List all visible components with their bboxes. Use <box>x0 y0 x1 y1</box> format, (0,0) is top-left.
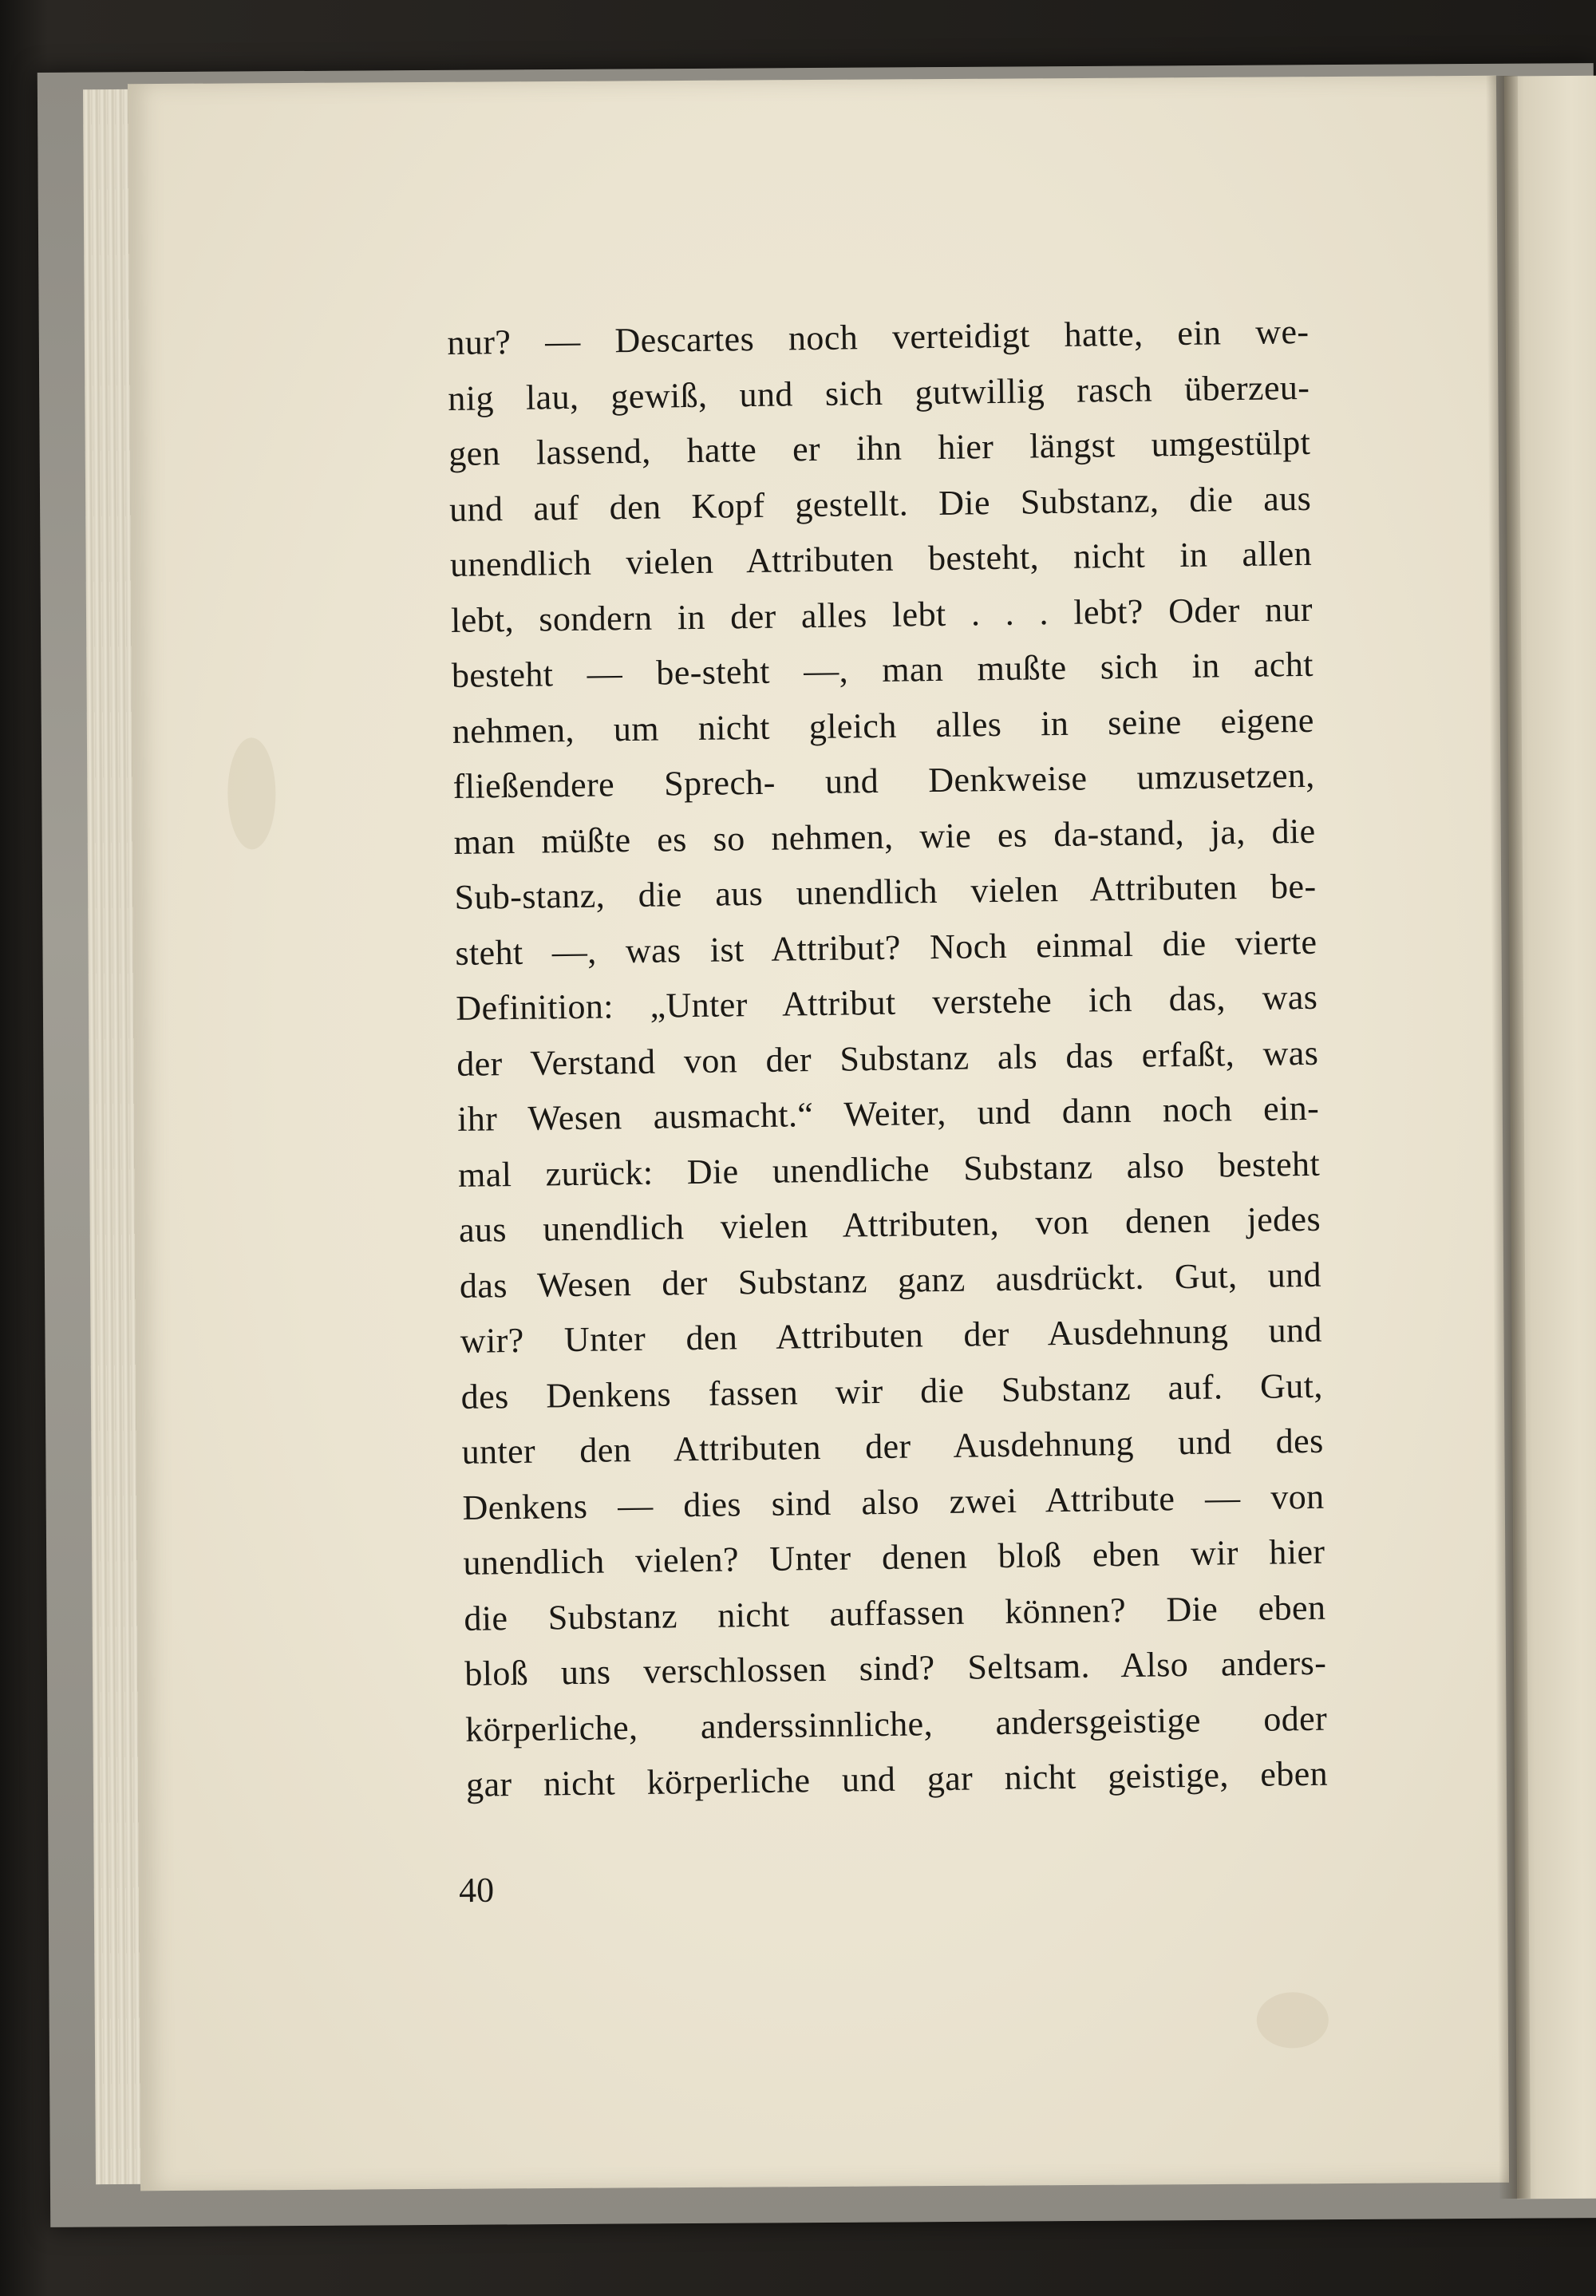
text-line: lebt, sondern in der alles lebt . . . lebt? Oder nur <box>450 589 1314 640</box>
text-line: Sub-stanz, die aus unendlich vielen Attributen be- <box>454 866 1317 917</box>
text-line: gen lassend, hatte er ihn hier längst umgestülpt <box>448 422 1311 473</box>
text-line: wir? Unter den Attributen der Ausdehnung und <box>460 1310 1323 1361</box>
text-line: körperliche, anderssinnliche, andersgeistige oder <box>464 1698 1328 1749</box>
text-line: Denkens — dies sind also zwei Attribute — von <box>462 1476 1325 1527</box>
text-line: Definition: „Unter Attribut verstehe ich das, was <box>456 977 1318 1028</box>
text-line: das Wesen der Substanz ganz ausdrückt. Gut, und <box>459 1255 1322 1306</box>
text-line: steht —, was ist Attribut? Noch einmal die vierte <box>455 922 1317 973</box>
text-line: und auf den Kopf gestellt. Die Substanz, die aus <box>448 478 1312 529</box>
text-line: ihr Wesen ausmacht.“ Weiter, und dann noch ein- <box>456 1088 1320 1139</box>
text-line: nig lau, gewiß, und sich gutwillig rasch überzeu- <box>448 367 1310 418</box>
text-line: man müßte es so nehmen, wie es da-stand, ja, die <box>453 811 1316 862</box>
text-line: fließendere Sprech- und Denkweise umzusetzen, <box>452 755 1315 806</box>
text-line: nur? — Descartes noch verteidigt hatte, ein we- <box>447 311 1310 362</box>
text-line: der Verstand von der Substanz als das erfaßt, was <box>456 1033 1319 1084</box>
text-line: unter den Attributen der Ausdehnung und des <box>461 1421 1324 1472</box>
text-line: besteht — be-steht —, man mußte sich in acht <box>451 644 1314 695</box>
paper-stain <box>1257 1992 1329 2049</box>
text-line: unendlich vielen Attributen besteht, nicht in allen <box>449 533 1313 584</box>
text-line: die Substanz nicht auffassen können? Die eben <box>464 1587 1326 1638</box>
text-line: unendlich vielen? Unter denen bloß eben wir hier <box>463 1531 1325 1583</box>
text-line: nehmen, um nicht gleich alles in seine eigene <box>452 700 1315 751</box>
body-text <box>447 304 1328 1812</box>
text-line: des Denkens fassen wir die Substanz auf. Gut, <box>460 1365 1323 1417</box>
page-number: 40 <box>458 1870 495 1911</box>
text-line: mal zurück: Die unendliche Substanz also besteht <box>457 1144 1321 1195</box>
text-line: bloß uns verschlossen sind? Seltsam. Also anders- <box>464 1642 1327 1693</box>
text-line: gar nicht körperliche und gar nicht geistige, eben <box>465 1753 1329 1804</box>
paper-stain <box>227 737 276 849</box>
text-line: aus unendlich vielen Attributen, von denen jedes <box>458 1199 1321 1250</box>
